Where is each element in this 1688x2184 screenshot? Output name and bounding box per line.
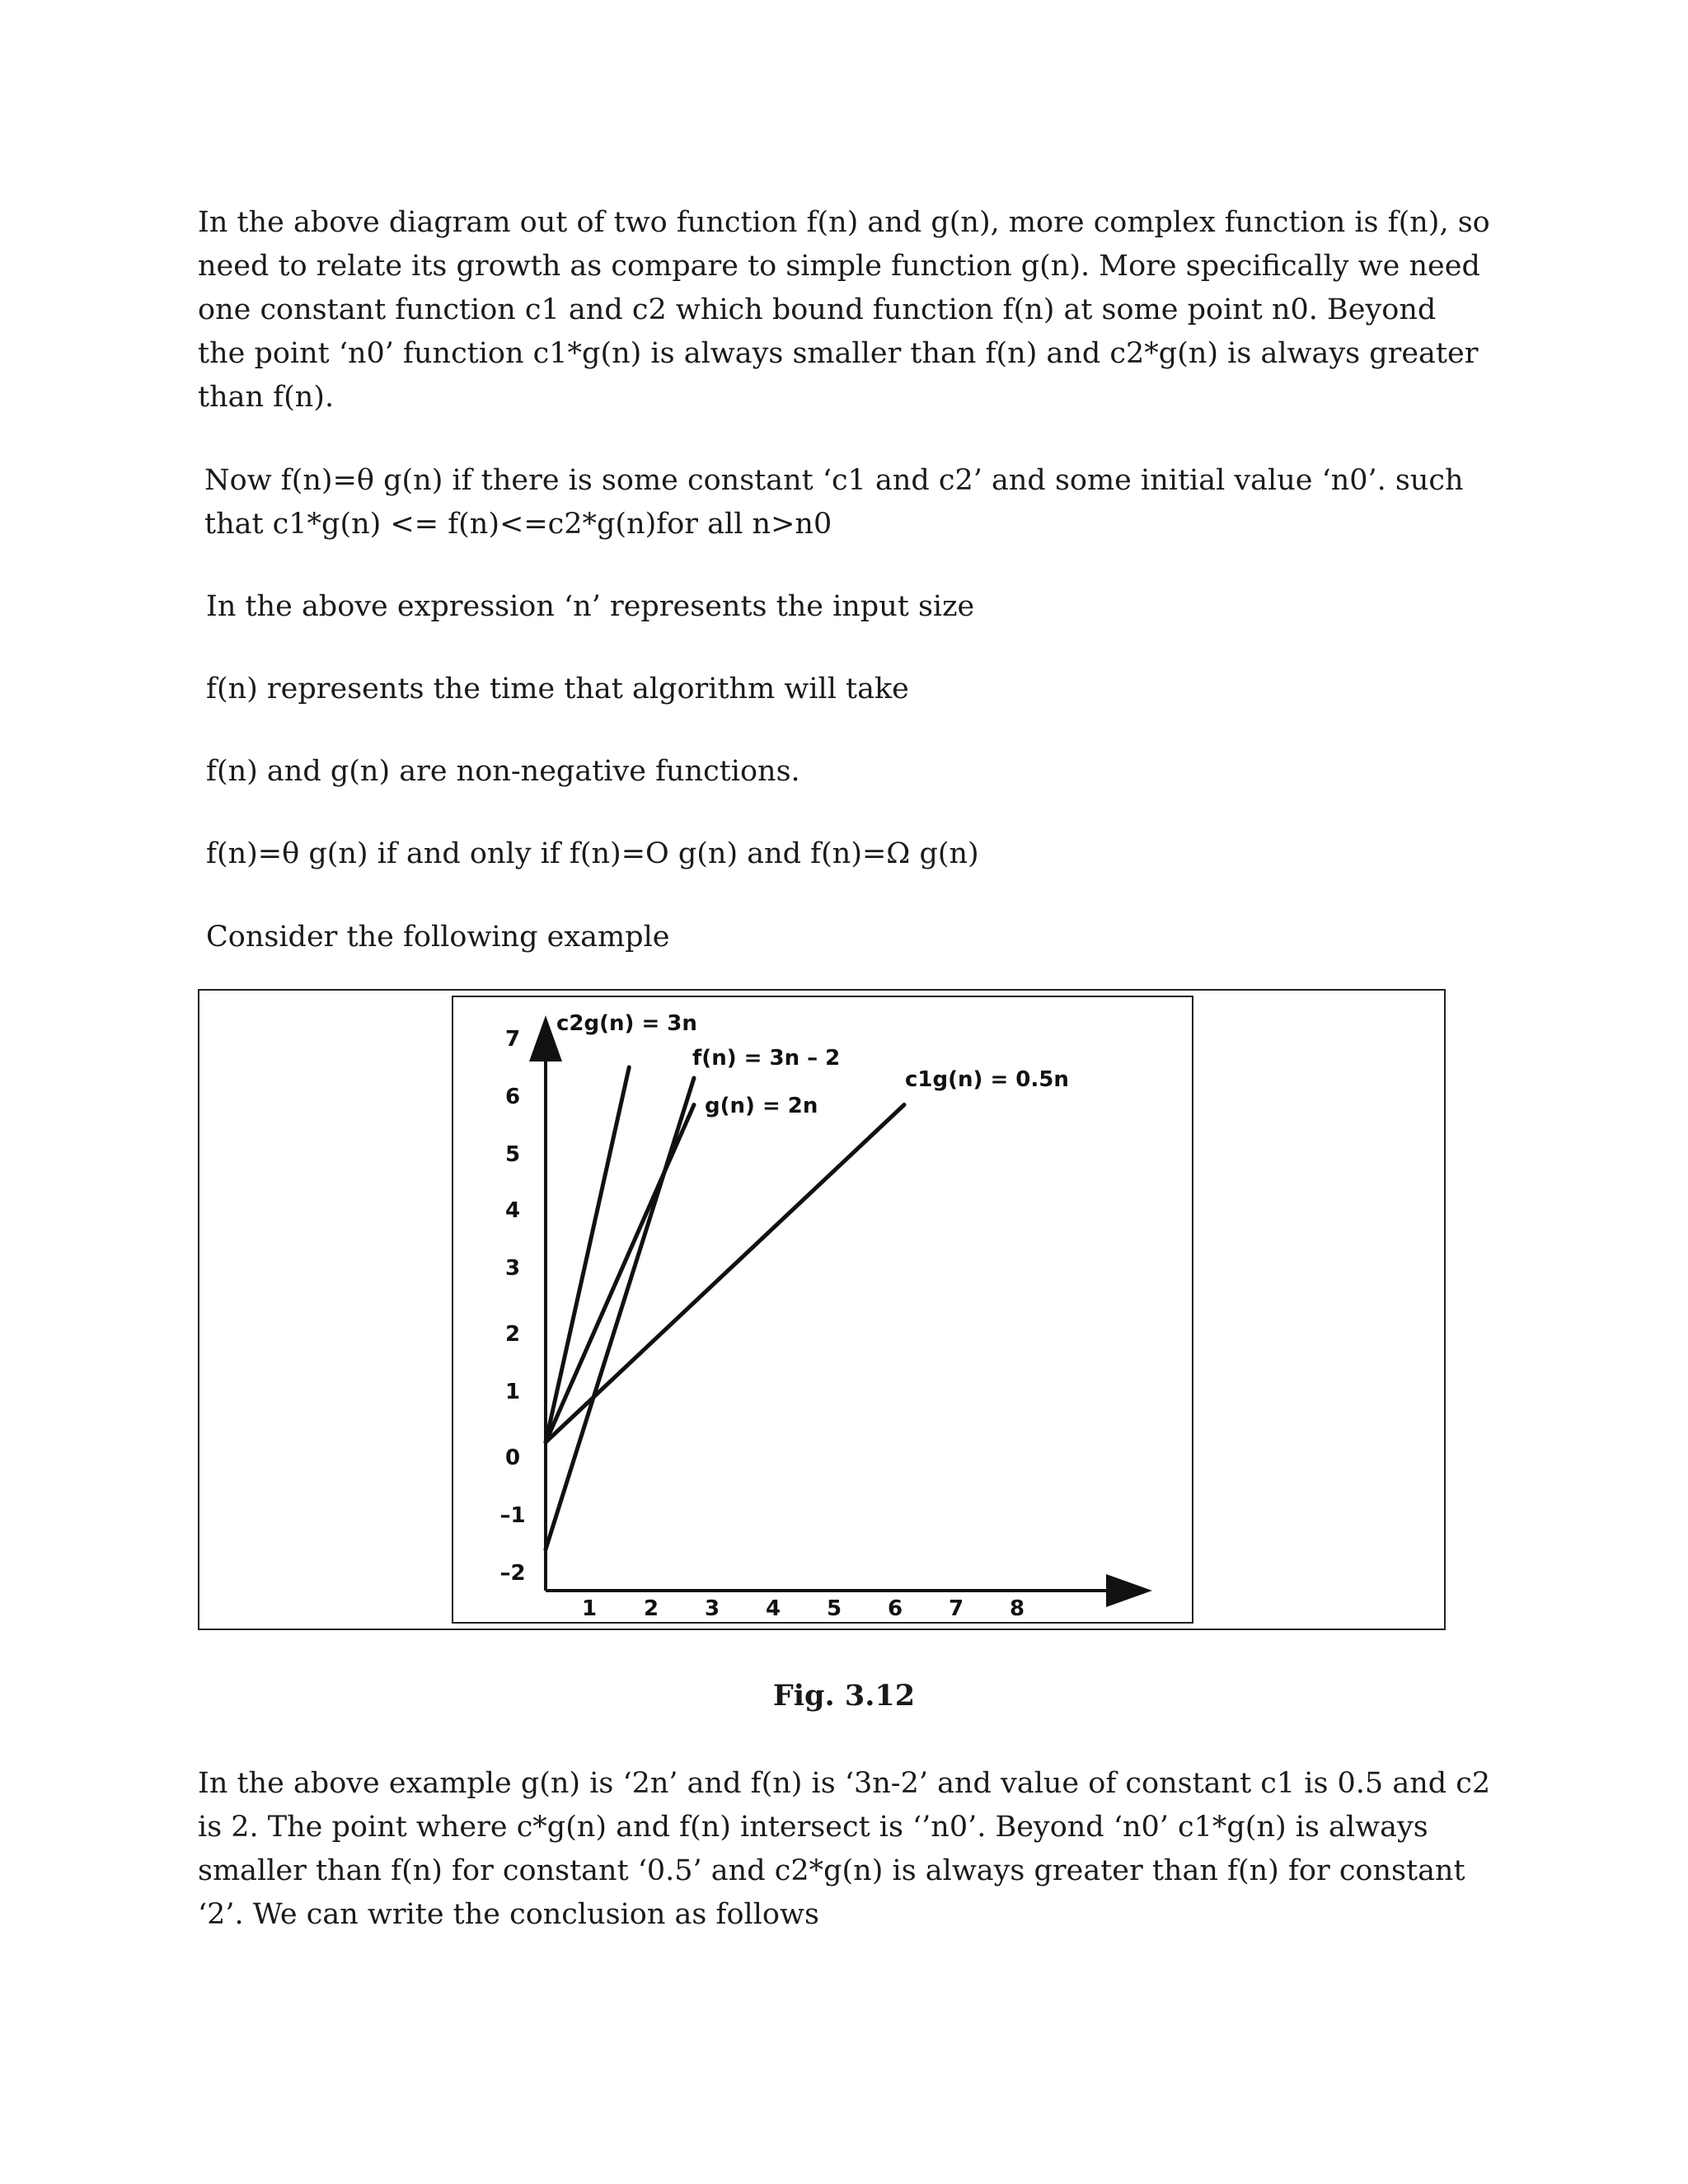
- label-fn: f(n) = 3n – 2: [692, 1046, 841, 1071]
- y-tick-label: 0: [504, 1446, 521, 1470]
- paragraph-non-negative: f(n) and g(n) are non-negative functions.: [206, 755, 800, 788]
- paragraph-example-intro: Consider the following example: [206, 921, 670, 954]
- x-tick-label: 8: [1009, 1596, 1025, 1621]
- x-tick-label: 4: [765, 1596, 781, 1621]
- y-tick-label: 2: [504, 1322, 521, 1347]
- y-tick-label: –1: [499, 1503, 526, 1528]
- figure-caption: Fig. 3.12: [772, 1679, 916, 1713]
- y-tick-label: 3: [504, 1256, 521, 1281]
- y-tick-label: 5: [504, 1142, 521, 1167]
- line-fn: [546, 1078, 694, 1549]
- line-c1gn: [546, 1105, 904, 1443]
- chart-frame: [452, 996, 1193, 1624]
- paragraph-time: f(n) represents the time that algorithm will take: [206, 673, 909, 705]
- x-tick-label: 6: [887, 1596, 903, 1621]
- y-tick-label: 6: [504, 1085, 521, 1109]
- line-gn: [546, 1105, 694, 1443]
- x-tick-label: 7: [948, 1596, 964, 1621]
- paragraph-iff: f(n)=θ g(n) if and only if f(n)=O g(n) and f(n)=Ω g(n): [206, 837, 979, 870]
- y-tick-label: 4: [504, 1198, 521, 1223]
- y-tick-label: 7: [504, 1027, 521, 1052]
- x-tick-label: 5: [826, 1596, 842, 1621]
- label-c1gn: c1g(n) = 0.5n: [905, 1067, 1069, 1092]
- paragraph-intro: In the above diagram out of two function f(n) and g(n), more complex function is f(n), so need to relate its growth as compare to simple function g(n). More specifically we need one constant function c1 and c2 which bound function f(n) at some point n0. Beyond the point ‘n0’ function c1*g(n) is always smaller than f(n) and c2*g(n) is always greater than f(n).: [198, 206, 1490, 414]
- x-tick-label: 1: [581, 1596, 598, 1621]
- x-tick-label: 3: [704, 1596, 720, 1621]
- x-tick-label: 2: [643, 1596, 659, 1621]
- y-tick-label: 1: [504, 1380, 521, 1404]
- line-c2gn: [546, 1067, 629, 1442]
- paragraph-input-size: In the above expression ‘n’ represents the input size: [206, 590, 975, 623]
- growth-chart: [453, 997, 1192, 1622]
- paragraph-theta-definition: Now f(n)=θ g(n) if there is some constant ‘c1 and c2’ and some initial value ‘n0’. such that c1*g(n) <= f(n)<=c2*g(n)for all n>n0: [204, 464, 1464, 541]
- y-tick-label: –2: [499, 1561, 526, 1586]
- paragraph-conclusion: In the above example g(n) is ‘2n’ and f(n) is ‘3n-2’ and value of constant c1 is 0.5 and c2 is 2. The point where c*g(n) and f(n) intersect is ‘’n0’. Beyond ‘n0’ c1*g(n) is always smaller than f(n) for constant ‘0.5’ and c2*g(n) is always greater than f(n) for constant ‘2’. We can write the conclusion as follows: [198, 1767, 1491, 1931]
- label-gn: g(n) = 2n: [705, 1094, 818, 1118]
- label-c2gn: c2g(n) = 3n: [556, 1011, 697, 1036]
- figure-frame: [198, 989, 1446, 1630]
